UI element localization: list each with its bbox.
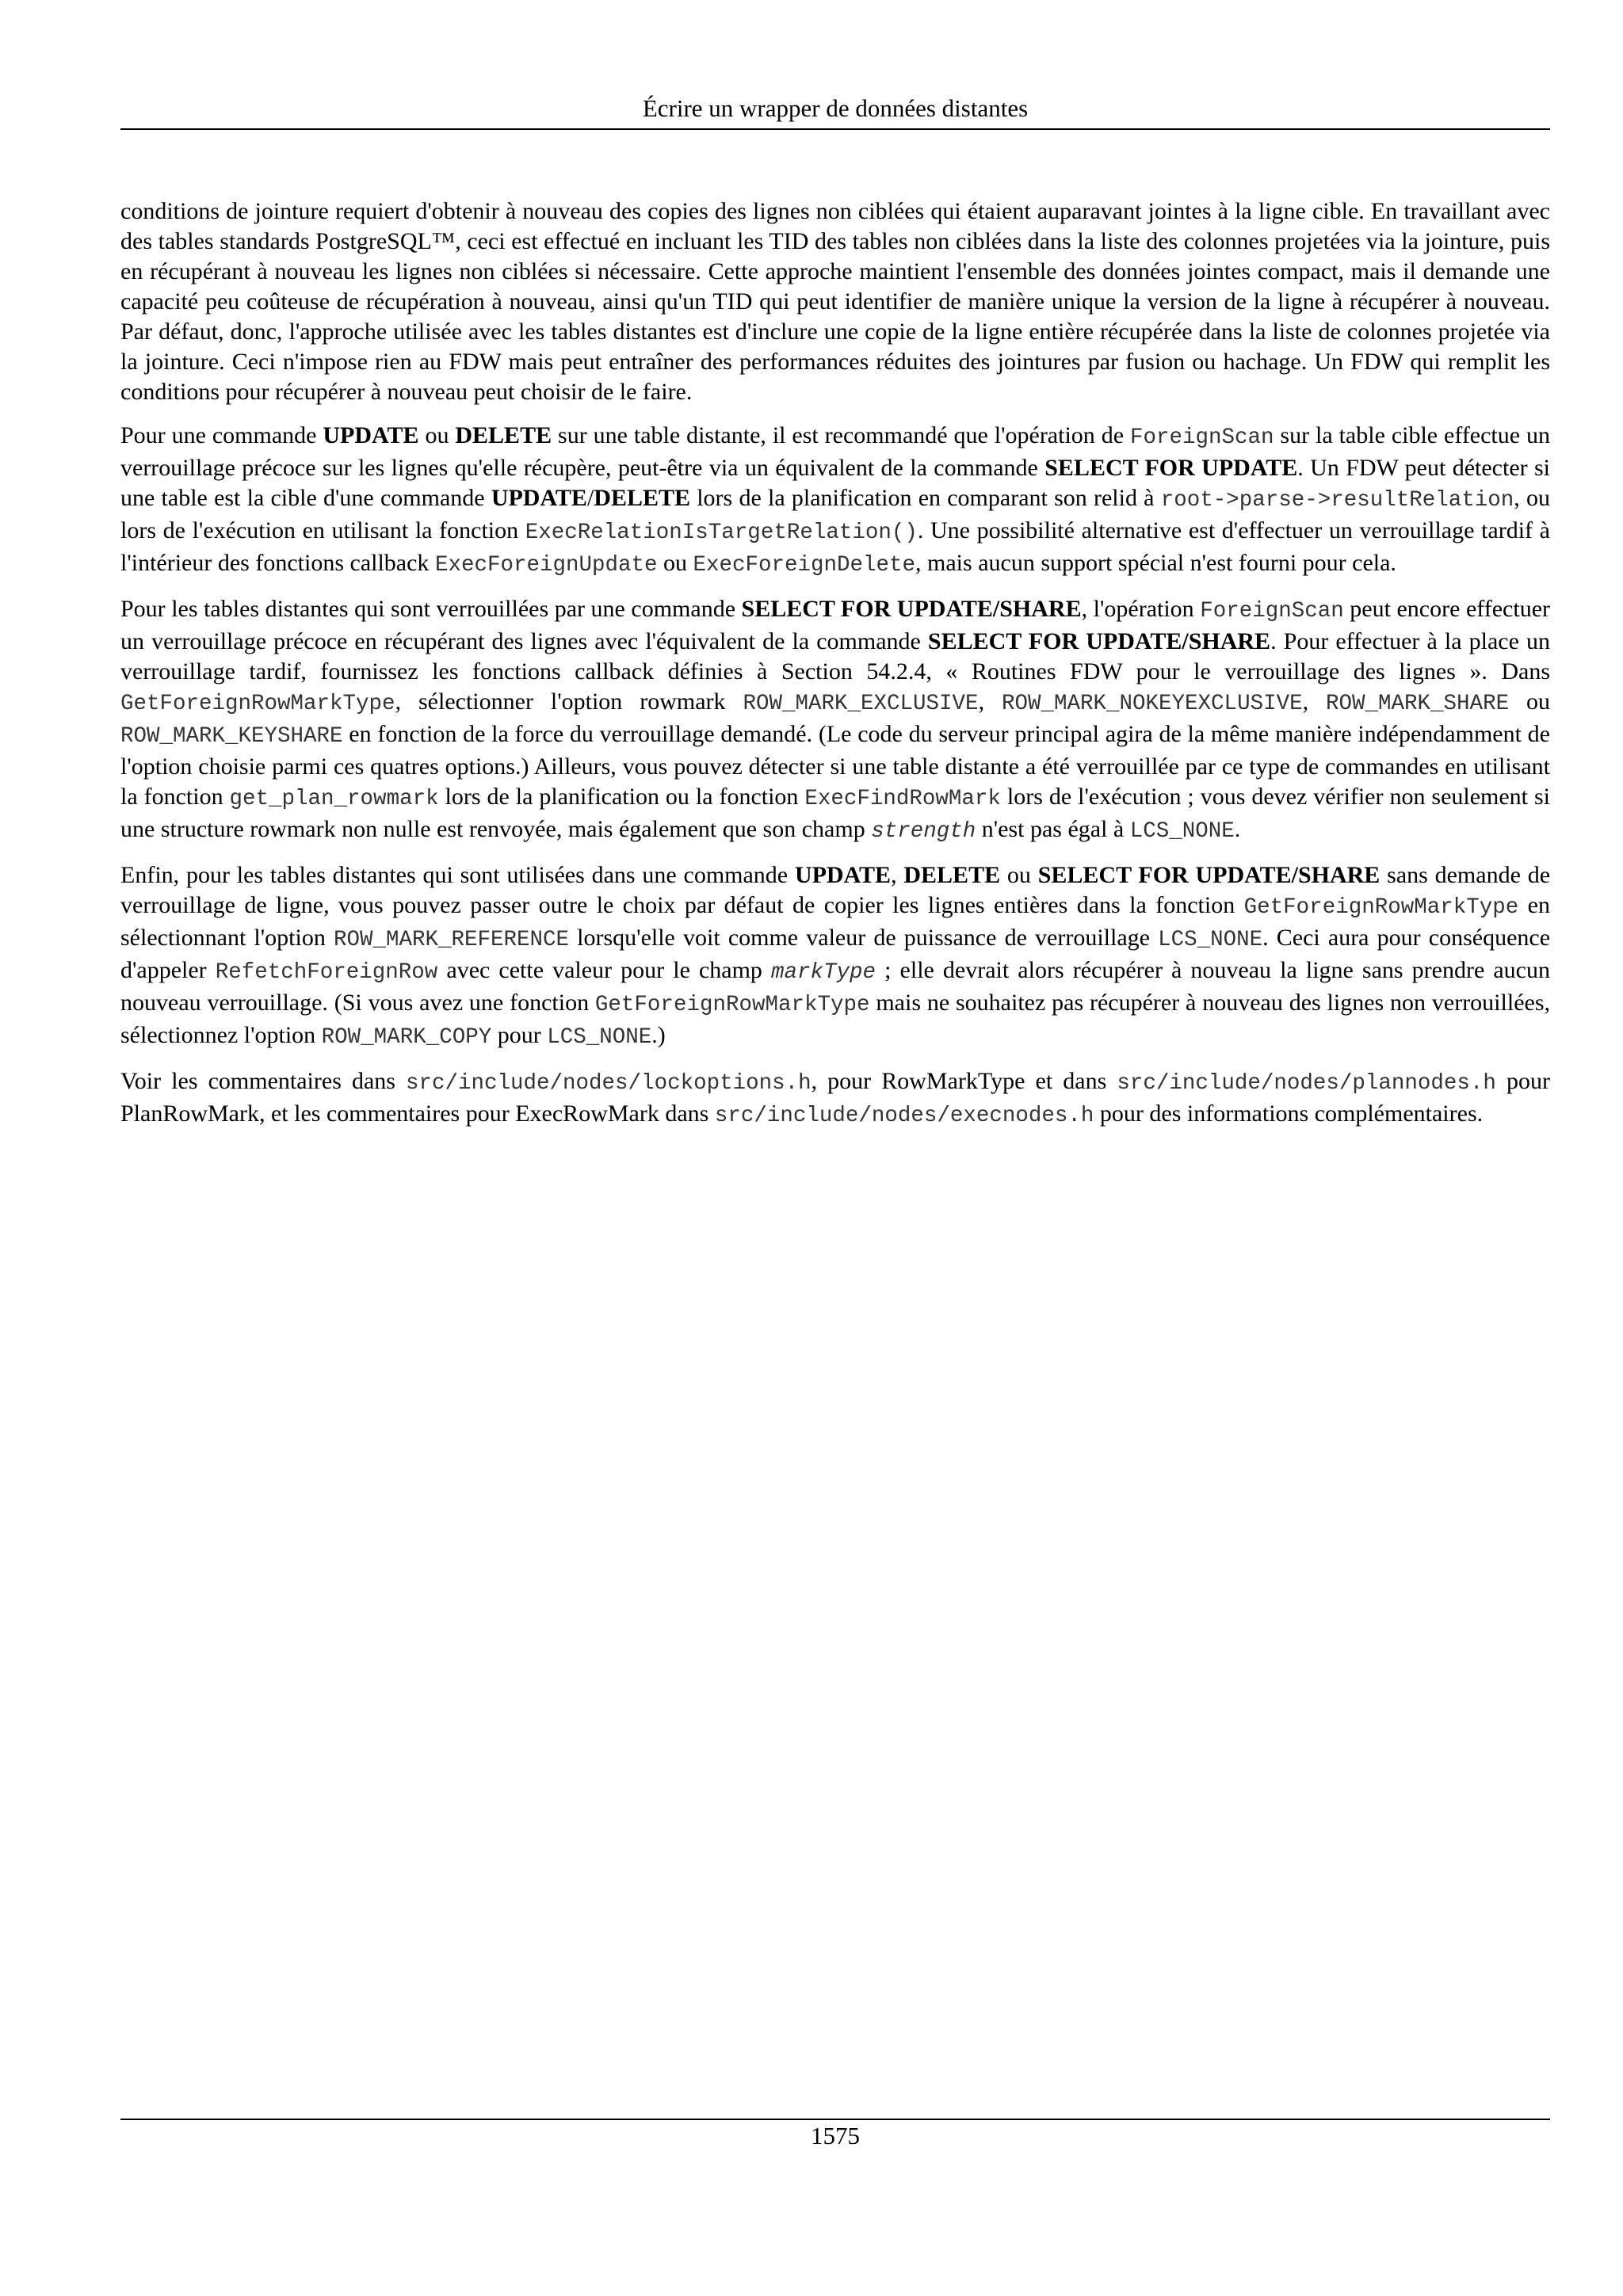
code-parameter: markType	[771, 960, 876, 985]
code-literal: get_plan_rowmark	[229, 787, 439, 811]
text-run: , mais aucun support spécial n'est fourni pour cela.	[915, 550, 1396, 576]
text-run: ou	[1000, 862, 1038, 888]
text-run: en fonction de la force du verrouillage demandé. (Le code du serveur principal agira de la même manière indépendamment de l'option choisie parmi ces quatres options.) Ailleurs, vous pouvez détecter si une table distante a été verrouillée par ce type de commandes en utilisant la fonction	[120, 721, 1550, 810]
text-run: Pour une commande	[120, 422, 323, 448]
bold-term: UPDATE	[794, 862, 892, 888]
text-run: sur la table cible effectue un verrouillage précoce sur les lignes qu'elle récupère, peut-être via un équivalent de la commande	[120, 422, 1551, 481]
page-number: 1575	[811, 2122, 860, 2149]
text-run: ,	[978, 688, 1002, 715]
text-run: n'est pas égal à	[976, 816, 1130, 842]
code-literal: ROW_MARK_NOKEYEXCLUSIVE	[1002, 692, 1303, 716]
code-literal: ROW_MARK_EXCLUSIVE	[743, 692, 979, 716]
text-run: , l'opération	[1081, 596, 1201, 622]
text-run: pour des informations complémentaires.	[1094, 1100, 1484, 1127]
text-run: , pour RowMarkType et dans	[811, 1068, 1117, 1094]
text-run: conditions de jointure requiert d'obtenir à nouveau des copies des lignes non ciblées qui étaient auparavant jointes à la ligne cible. En travaillant avec des tables standards PostgreSQL™, ceci est effectué en incluant les TID des tables non ciblées dans la liste des colonnes projetées via la jointure, puis en récupérant à nouveau les lignes non ciblées si nécessaire. Cette approche maintient l'ensemble des données jointes compact, mais il demande une capacité peu coûteuse de récupération à nouveau, ainsi qu'un TID qui peut identifier de manière unique la version de la ligne à récupérer à nouveau. Par défaut, donc, l'approche utilisée avec les tables distantes est d'inclure une copie de la ligne entière récupérée dans la liste de colonnes projetée via la jointure. Ceci n'impose rien au FDW mais peut entraîner des performances réduites des jointures par fusion ou hachage. Un FDW qui remplit les conditions pour récupérer à nouveau peut choisir de le faire.	[120, 198, 1550, 405]
bold-term: SELECT FOR UPDATE/SHARE	[927, 628, 1271, 654]
text-run: /	[586, 485, 594, 511]
text-run: peut encore effectuer un verrouillage précoce en récupérant des lignes avec l'équivalent de la commande	[120, 596, 1550, 654]
text-run: . Un FDW peut détecter si une table est la cible d'une commande	[120, 455, 1551, 511]
code-literal: ROW_MARK_REFERENCE	[333, 928, 570, 952]
text-run: , sélectionner l'option rowmark	[395, 688, 743, 715]
text-run: .	[1234, 816, 1241, 842]
text-run: ou	[657, 550, 693, 576]
code-literal: ForeignScan	[1200, 599, 1344, 624]
code-literal: src/include/nodes/lockoptions.h	[406, 1071, 812, 1096]
text-run: . Une possibilité alternative est d'effectuer un verrouillage tardif à l'intérieur des fonctions callback	[120, 517, 1550, 576]
text-run: lors de la planification ou la fonction	[438, 784, 805, 810]
text-run: lorsqu'elle voit comme valeur de puissance de verrouillage	[569, 925, 1159, 951]
text-run: sans demande de verrouillage de ligne, vous pouvez passer outre le choix par défaut de copier les lignes entières dans la fonction	[120, 862, 1551, 918]
paragraph	[120, 1066, 1550, 1131]
code-literal: src/include/nodes/execnodes.h	[714, 1104, 1094, 1128]
code-literal: ROW_MARK_KEYSHARE	[120, 724, 343, 749]
paragraph	[120, 860, 1550, 1053]
text-run: mais ne souhaitez pas récupérer à nouveau des lignes non verrouillées, sélectionnez l'option	[120, 990, 1550, 1048]
text-run: en sélectionnant l'option	[120, 892, 1550, 951]
code-literal: ROW_MARK_COPY	[321, 1025, 492, 1050]
text-run: lors de l'exécution ; vous devez vérifier non seulement si une structure rowmark non nulle est renvoyée, mais également que son champ	[120, 784, 1550, 842]
bold-term: DELETE	[594, 485, 690, 511]
text-run: , ou lors de l'exécution en utilisant la fonction	[120, 485, 1551, 543]
code-literal: LCS_NONE	[547, 1025, 652, 1050]
text-run: Pour les tables distantes qui sont verrouillées par une commande	[120, 596, 742, 622]
bold-term: SELECT FOR UPDATE	[1044, 455, 1298, 481]
text-run: ,	[1302, 688, 1327, 715]
running-header	[120, 89, 1550, 130]
bold-term: SELECT FOR UPDATE/SHARE	[1037, 862, 1381, 888]
code-literal: RefetchForeignRow	[215, 960, 438, 985]
text-run: .)	[651, 1022, 666, 1048]
code-literal: ForeignScan	[1129, 425, 1274, 450]
running-footer	[120, 2119, 1550, 2152]
code-literal: src/include/nodes/plannodes.h	[1117, 1071, 1496, 1096]
code-literal: ExecForeignUpdate	[434, 553, 658, 578]
text-run: ,	[891, 862, 904, 888]
text-run: ou	[1509, 688, 1551, 715]
code-literal: ExecFindRowMark	[804, 787, 1001, 811]
chapter-title: Écrire un wrapper de données distantes	[642, 94, 1029, 122]
body-text	[120, 196, 1550, 1145]
bold-term: UPDATE	[323, 422, 419, 448]
code-literal: GetForeignRowMarkType	[120, 692, 395, 716]
code-literal: ExecForeignDelete	[693, 553, 916, 578]
text-run: . Ceci aura pour conséquence d'appeler	[120, 925, 1551, 983]
text-run: ou	[418, 422, 456, 448]
code-literal: ExecRelationIsTargetRelation()	[525, 521, 918, 545]
text-run: . Pour effectuer à la place un verrouillage tardif, fournissez les fonctions callback définies à Section 54.2.4, « Routines FDW pour le verrouillage des lignes ». Dans	[120, 628, 1550, 685]
code-literal: GetForeignRowMarkType	[594, 993, 870, 1017]
paragraph	[120, 421, 1550, 581]
text-run: Voir les commentaires dans	[120, 1068, 407, 1094]
code-literal: ROW_MARK_SHARE	[1326, 692, 1510, 716]
text-run: avec cette valeur pour le champ	[437, 957, 772, 983]
bold-term: DELETE	[903, 862, 1001, 888]
code-literal: LCS_NONE	[1158, 928, 1263, 952]
code-parameter: strength	[871, 819, 976, 844]
bold-term: UPDATE	[491, 485, 587, 511]
text-run: pour PlanRowMark, et les commentaires pour ExecRowMark dans	[120, 1068, 1550, 1127]
code-literal: LCS_NONE	[1129, 819, 1235, 844]
text-run: lors de la planification en comparant son relid à	[690, 485, 1161, 511]
bold-term: SELECT FOR UPDATE/SHARE	[741, 596, 1082, 622]
text-run: ; elle devrait alors récupérer à nouveau la ligne sans prendre aucun nouveau verrouillage. (Si vous avez une fonction	[120, 957, 1550, 1016]
text-run: pour	[491, 1022, 548, 1048]
code-literal: GetForeignRowMarkType	[1243, 895, 1519, 920]
bold-term: DELETE	[455, 422, 552, 448]
paragraph	[120, 196, 1550, 407]
code-literal: root->parse->resultRelation	[1160, 488, 1514, 513]
text-run: Enfin, pour les tables distantes qui sont utilisées dans une commande	[120, 862, 795, 888]
paragraph	[120, 594, 1550, 847]
text-run: sur une table distante, il est recommandé que l'opération de	[552, 422, 1130, 448]
